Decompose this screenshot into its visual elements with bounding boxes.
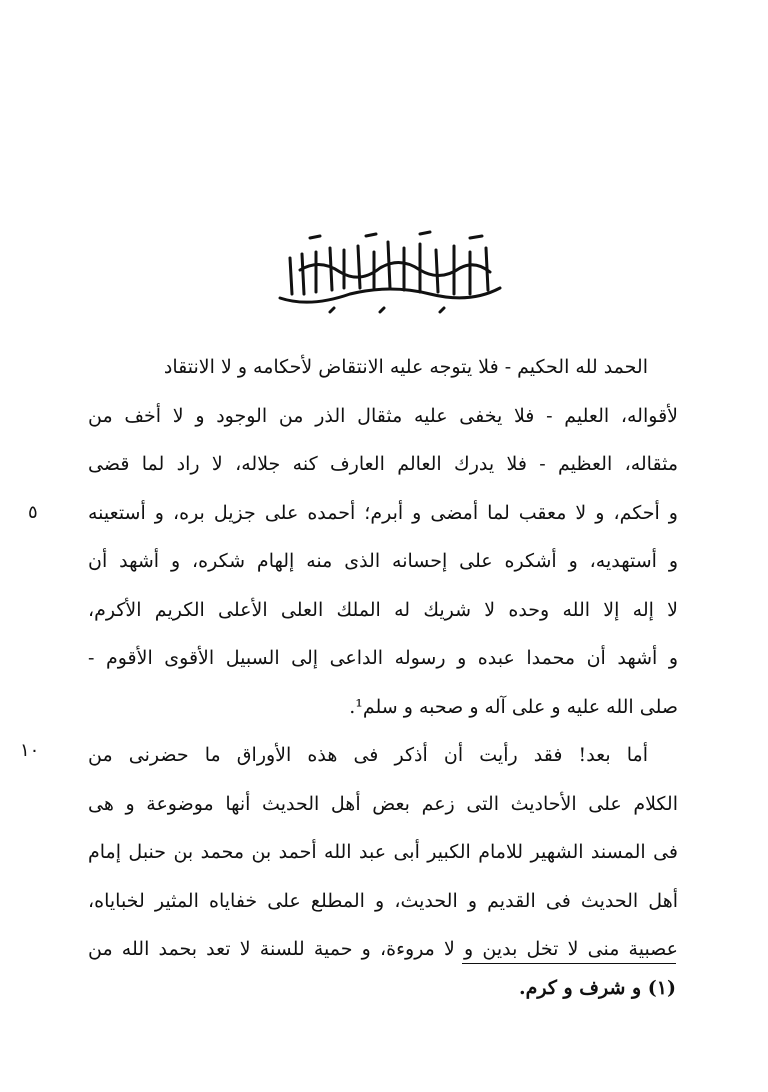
footnote-divider	[462, 963, 676, 964]
text-line: صلى الله عليه و على آله و صحبه و سلم¹.	[349, 695, 678, 718]
text-line: لأقواله، العليم - فلا يخفى عليه مثقال الذر من الوجود و لا أخف من	[88, 404, 678, 427]
body-text	[88, 343, 678, 974]
basmala-calligraphy-icon	[270, 228, 510, 318]
text-line: الحمد لله الحكيم - فلا يتوجه عليه الانتقاض لأحكامه و لا الانتقاد	[163, 356, 648, 378]
line-number-10: ١٠	[20, 740, 40, 761]
text-line: الكلام على الأحاديث التى زعم بعض أهل الحديث أنها موضوعة و هى	[88, 792, 678, 815]
text-line: أهل الحديث فى القديم و الحديث، و المطلع على خفاياه المثير لخباياه،	[88, 889, 678, 912]
basmala-calligraphy	[270, 228, 510, 318]
text-line: أما بعد! فقد رأيت أن أذكر فى هذه الأوراق ما حضرنى من	[88, 744, 648, 766]
text-line: عصبية منى لا تخل بدين و لا مروءة، و حمية للسنة لا تعد بحمد الله من	[88, 938, 678, 960]
text-line: و أحكم، و لا معقب لما أمضى و أبرم؛ أحمده على جزيل بره، و أستعينه	[88, 501, 678, 524]
text-line: لا إله إلا الله وحده لا شريك له الملك العلى الأعلى الكريم الأكرم،	[88, 598, 678, 621]
text-line: و أستهديه، و أشكره على إحسانه الذى منه إلهام شكره، و أشهد أن	[88, 550, 678, 572]
footnote: (١) و شرف و كرم.	[518, 977, 676, 999]
text-line: و أشهد أن محمدا عبده و رسوله الداعى إلى السبيل الأقوى الأقوم -	[88, 647, 678, 669]
text-line: مثقاله، العظيم - فلا يدرك العالم العارف كنه جلاله، لا راد لما قضى	[88, 453, 678, 475]
text-line: فى المسند الشهير للامام الكبير أبى عبد الله أحمد بن محمد بن حنبل إمام	[88, 841, 678, 863]
line-number-5: ٥	[28, 502, 38, 523]
